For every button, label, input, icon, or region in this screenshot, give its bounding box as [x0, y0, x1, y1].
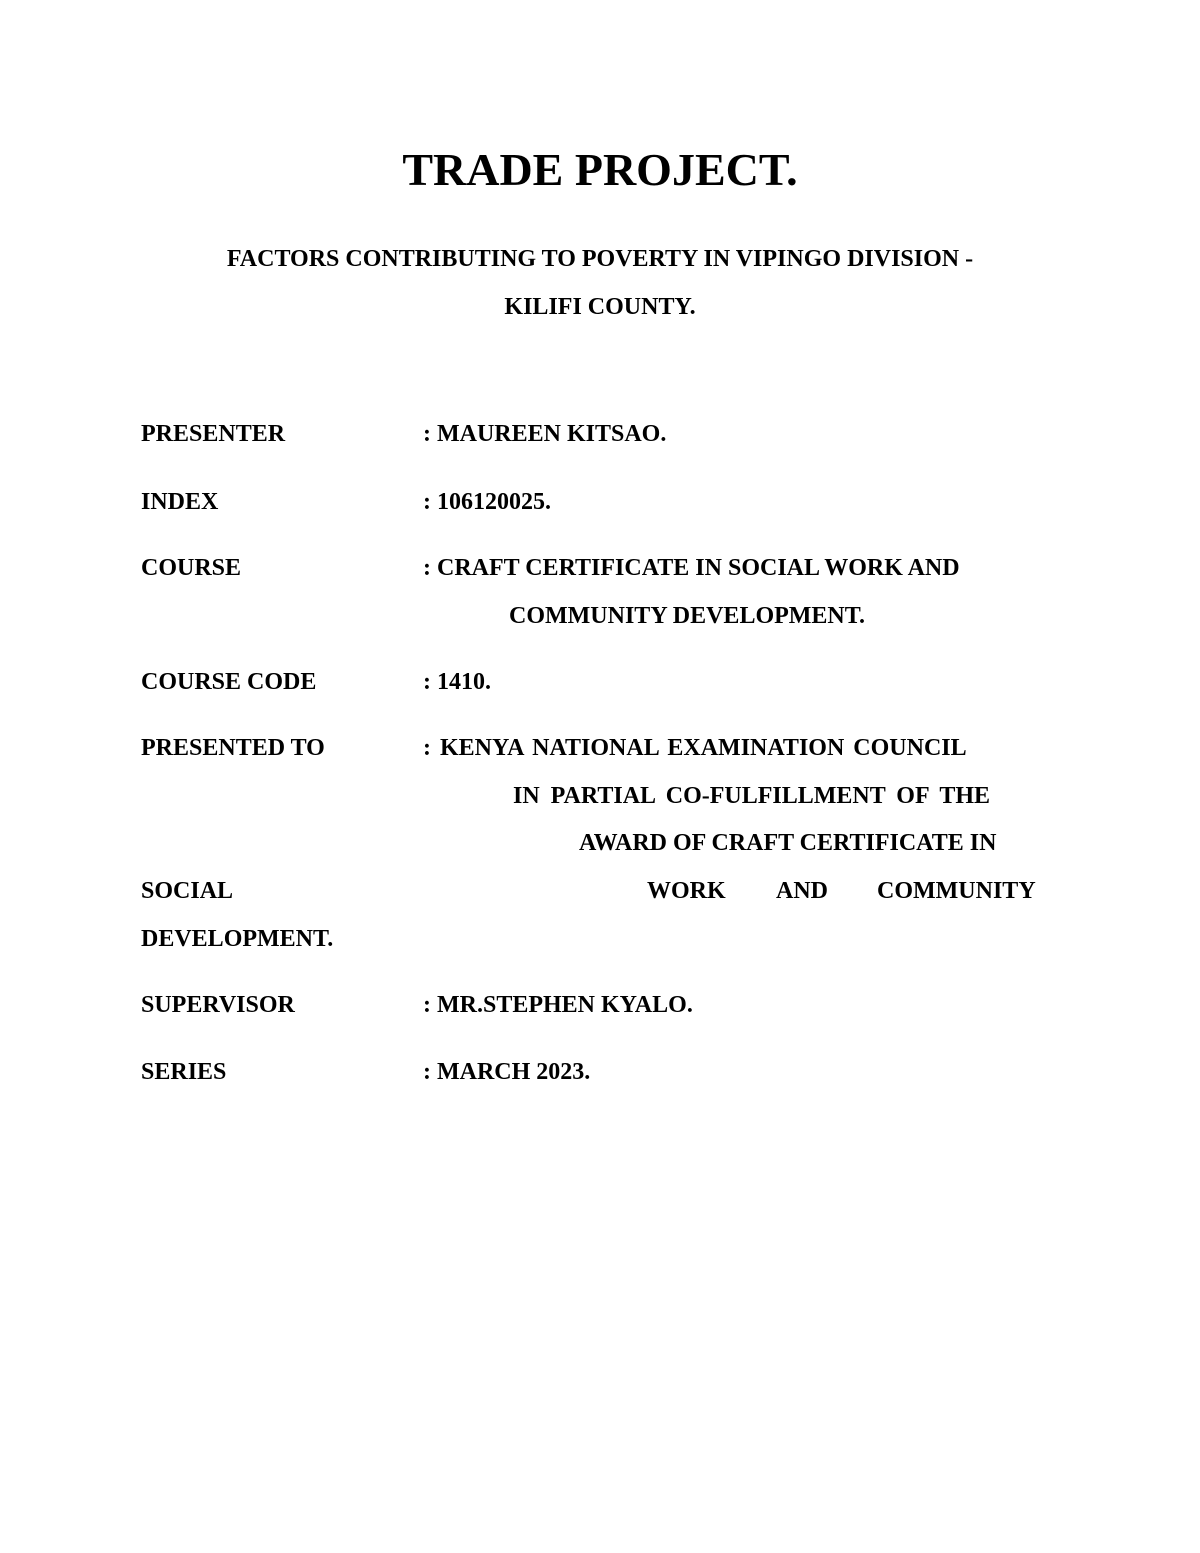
supervisor-value: : MR.STEPHEN KYALO. — [423, 992, 693, 1018]
presented-to-value-line-5: DEVELOPMENT. — [141, 926, 334, 952]
presented-to-value-line-1: : KENYA NATIONAL EXAMINATION COUNCIL — [423, 735, 967, 761]
project-topic-line-2: KILIFI COUNTY. — [504, 294, 696, 320]
project-topic-line-1: FACTORS CONTRIBUTING TO POVERTY IN VIPINGO DIVISION - — [226, 246, 974, 272]
presented-to-value-line-3: AWARD OF CRAFT CERTIFICATE IN — [579, 830, 997, 856]
presented-to-label: PRESENTED TO — [141, 735, 325, 761]
presented-to-word-community: COMMUNITY — [877, 878, 1036, 904]
index-label: INDEX — [141, 489, 219, 515]
presented-to-value-line-2: IN PARTIAL CO-FULFILLMENT OF THE — [513, 783, 990, 809]
course-value-line-2: COMMUNITY DEVELOPMENT. — [509, 603, 865, 629]
series-value: : MARCH 2023. — [423, 1059, 591, 1085]
index-value: : 106120025. — [423, 489, 551, 515]
presented-to-word-and: AND — [776, 878, 828, 904]
series-label: SERIES — [141, 1059, 227, 1085]
presenter-label: PRESENTER — [141, 421, 286, 447]
presented-to-word-social: SOCIAL — [141, 878, 234, 904]
course-code-value: : 1410. — [423, 669, 491, 695]
supervisor-label: SUPERVISOR — [141, 992, 295, 1018]
presented-to-word-work: WORK — [647, 878, 726, 904]
course-code-label: COURSE CODE — [141, 669, 317, 695]
course-value-line-1: : CRAFT CERTIFICATE IN SOCIAL WORK AND — [423, 555, 960, 581]
course-label: COURSE — [141, 555, 242, 581]
presenter-value: : MAUREEN KITSAO. — [423, 421, 667, 447]
document-title: TRADE PROJECT. — [402, 144, 798, 195]
